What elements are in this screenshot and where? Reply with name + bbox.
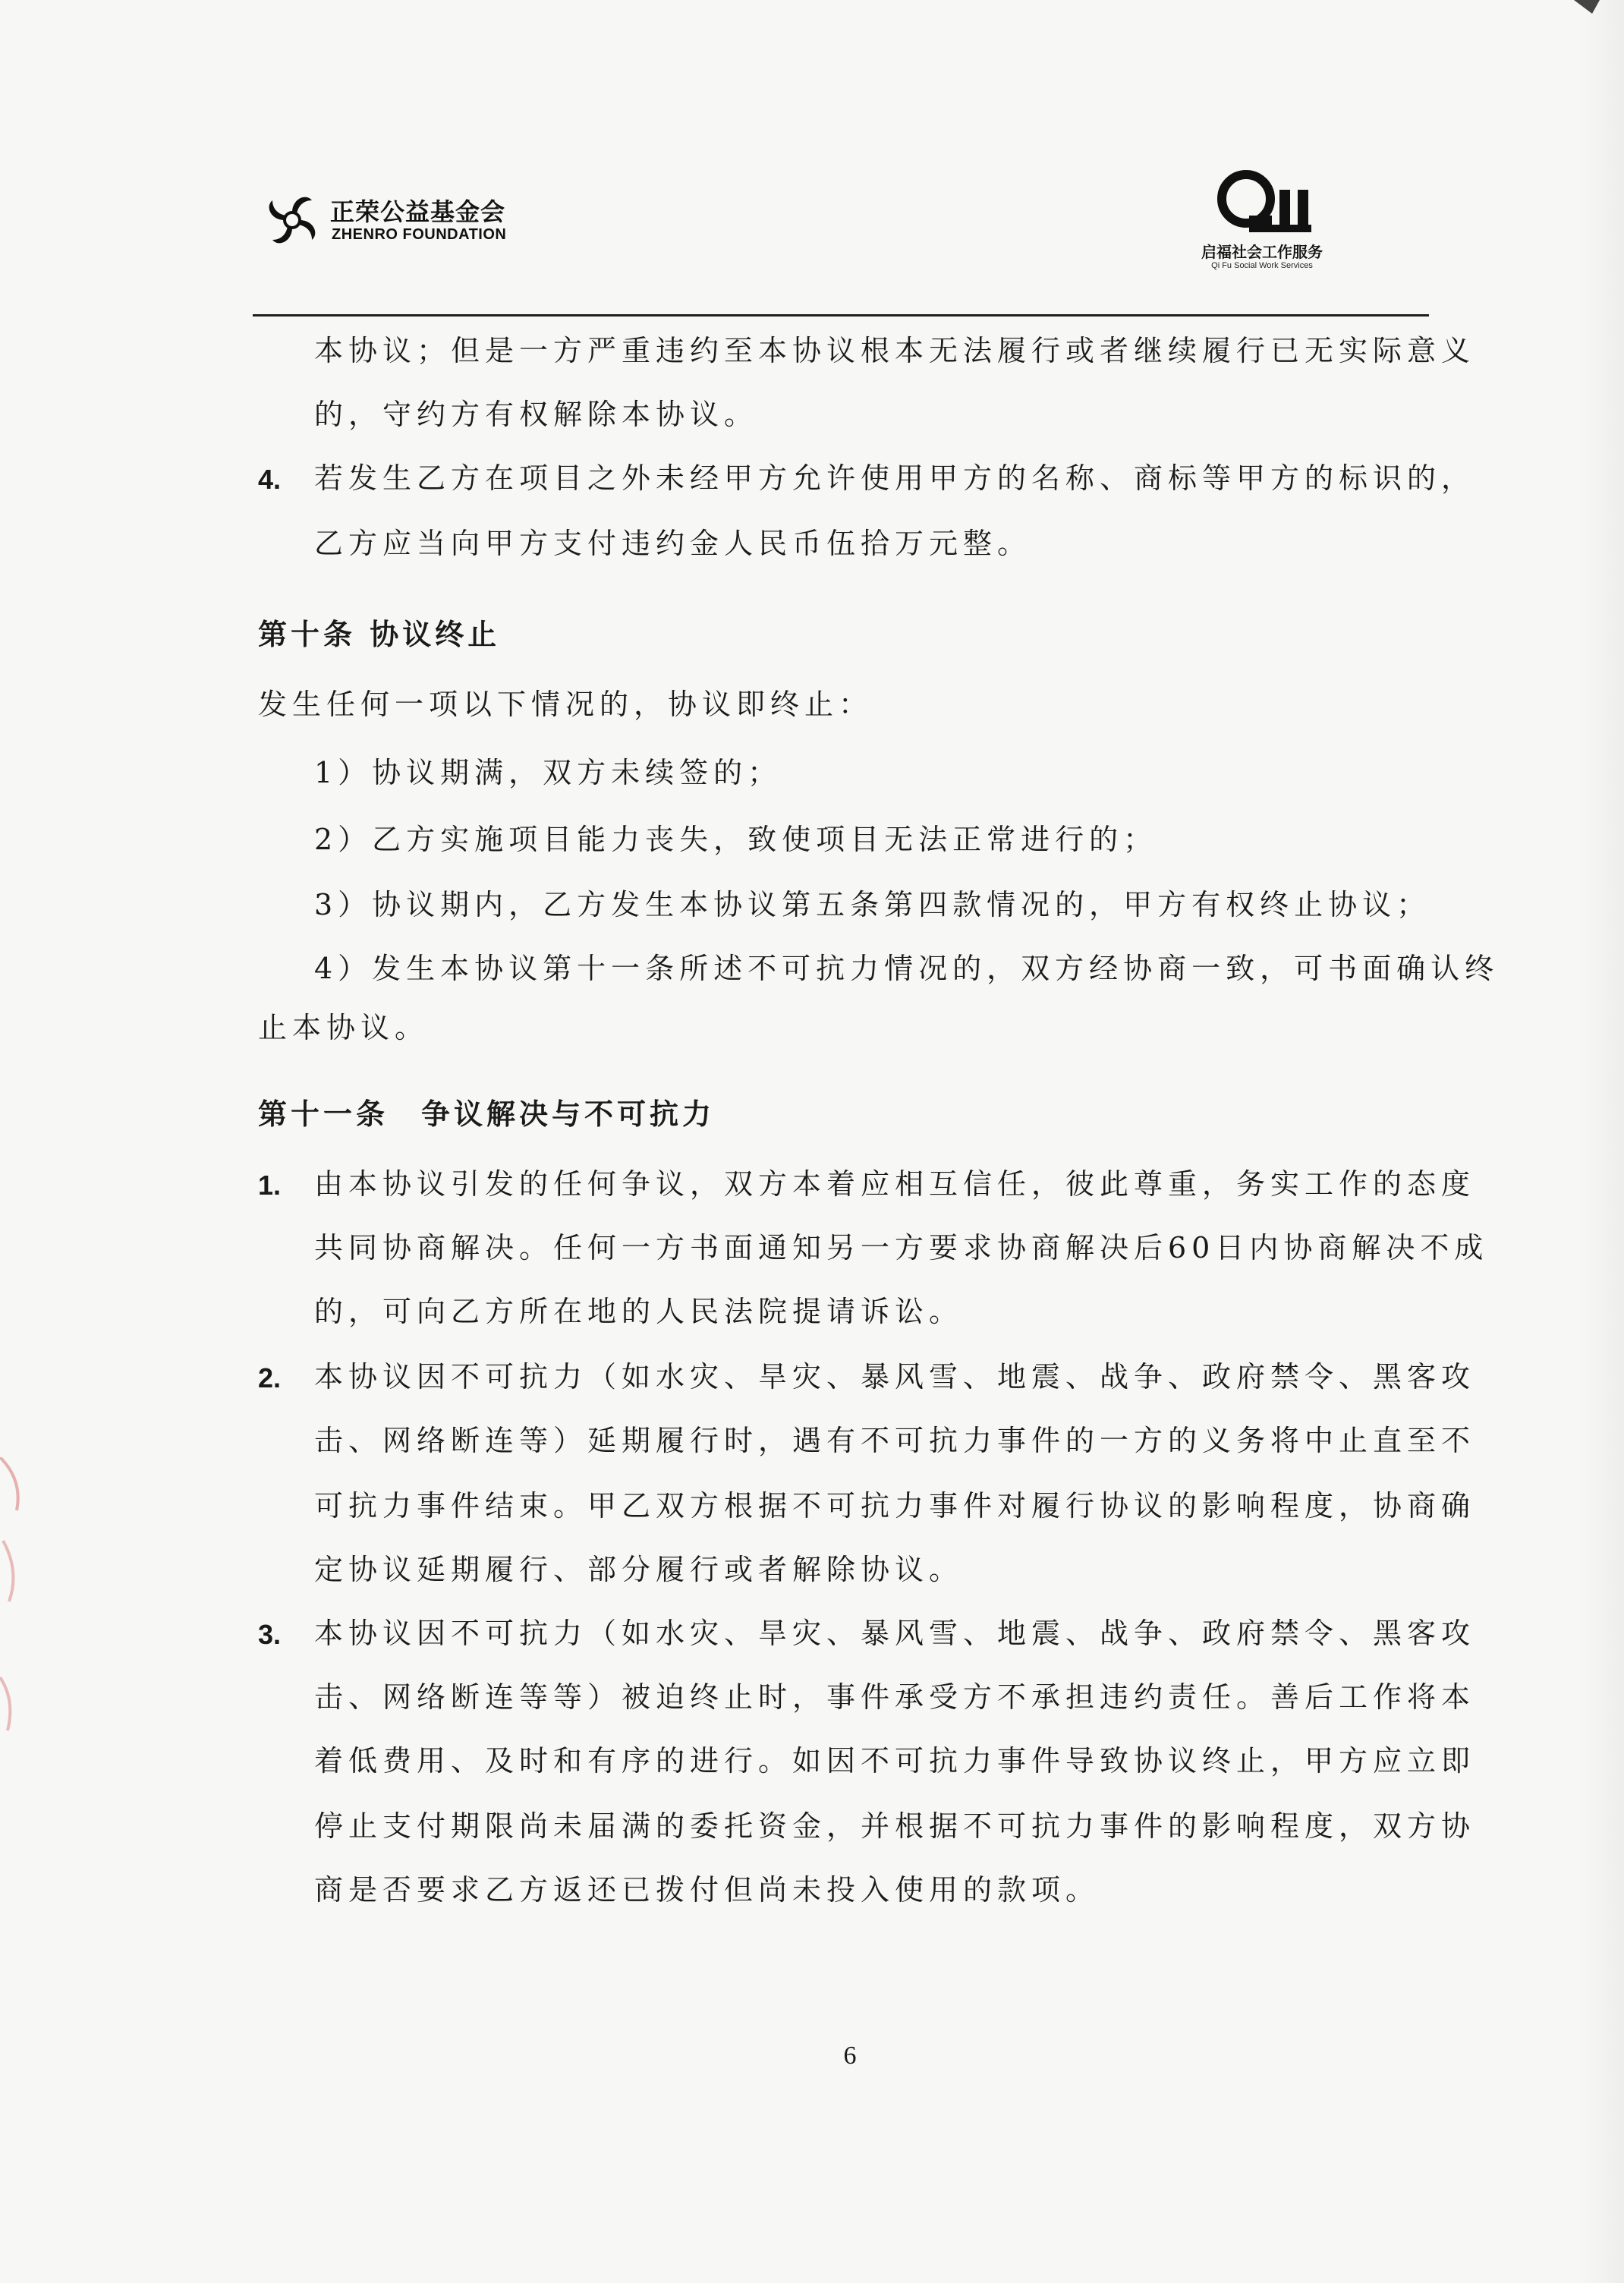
clause11-item3-line3: 着低费用、及时和有序的进行。如因不可抗力事件导致协议终止，甲方应立即 xyxy=(314,1744,1476,1778)
clause11-item2-line4: 定协议延期履行、部分履行或者解除协议。 xyxy=(314,1553,964,1586)
qifu-name-en: Qi Fu Social Work Services xyxy=(1211,261,1313,270)
clause11-item3-number: 3. xyxy=(258,1619,282,1650)
pinwheel-emblem-icon xyxy=(262,190,323,250)
clause10-item3: 3）协议期内，乙方发生本协议第五条第四款情况的，甲方有权终止协议； xyxy=(314,888,1431,921)
clause11-item2-line3: 可抗力事件结束。甲乙双方根据不可抗力事件对履行协议的影响程度，协商确 xyxy=(314,1489,1476,1523)
clause11-item1-line3: 的，可向乙方所在地的人民法院提请诉讼。 xyxy=(314,1295,964,1328)
header-divider xyxy=(253,314,1429,316)
zhenro-foundation-logo xyxy=(262,187,520,263)
qifu-mark-icon xyxy=(1216,168,1314,235)
clause11-item3-line2: 击、网络断连等等）被迫终止时，事件承受方不承担违约责任。善后工作将本 xyxy=(314,1680,1476,1714)
red-seal-fragment-icon xyxy=(0,1457,38,1761)
clause9-item4-line2: 乙方应当向甲方支付违约金人民币伍拾万元整。 xyxy=(314,527,1032,560)
qifu-social-work-logo xyxy=(1182,168,1342,275)
page-number: 6 xyxy=(843,2042,857,2070)
clause9-item4-line1: 若发生乙方在项目之外未经甲方允许使用甲方的名称、商标等甲方的标识的， xyxy=(314,461,1476,495)
page-edge-shadow xyxy=(1578,0,1624,2283)
clause11-item1-line2: 共同协商解决。任何一方书面通知另一方要求协商解决后60日内协商解决不成 xyxy=(314,1231,1489,1264)
clause9-line1: 本协议；但是一方严重违约至本协议根本无法履行或者继续履行已无实际意义 xyxy=(314,334,1476,367)
clause10-item1: 1）协议期满，双方未续签的； xyxy=(314,756,782,789)
clause11-item3-line4: 停止支付期限尚未届满的委托资金，并根据不可抗力事件的影响程度，双方协 xyxy=(314,1809,1476,1843)
corner-fold-icon xyxy=(1569,0,1606,23)
clause9-item4-number: 4. xyxy=(258,464,282,495)
clause10-intro: 发生任何一项以下情况的，协议即终止： xyxy=(258,688,873,721)
clause11-heading: 第十一条 争议解决与不可抗力 xyxy=(258,1097,716,1131)
foundation-name-en: ZHENRO FOUNDATION xyxy=(332,226,507,243)
clause10-item4: 4）发生本协议第十一条所述不可抗力情况的，双方经协商一致，可书面确认终 xyxy=(314,952,1500,985)
clause11-item2-number: 2. xyxy=(258,1362,282,1393)
clause11-item1-line1: 由本协议引发的任何争议，双方本着应相互信任，彼此尊重，务实工作的态度 xyxy=(314,1167,1476,1201)
clause11-item3-line1: 本协议因不可抗力（如水灾、旱灾、暴风雪、地震、战争、政府禁令、黑客攻 xyxy=(314,1617,1476,1650)
qifu-name-cn: 启福社会工作服务 xyxy=(1201,243,1323,261)
clause10-item2: 2）乙方实施项目能力丧失，致使项目无法正常进行的； xyxy=(314,823,1158,856)
clause10-item4-cont: 止本协议。 xyxy=(258,1011,430,1044)
clause11-item2-line2: 击、网络断连等）延期履行时，遇有不可抗力事件的一方的义务将中止直至不 xyxy=(314,1424,1476,1457)
clause11-item2-line1: 本协议因不可抗力（如水灾、旱灾、暴风雪、地震、战争、政府禁令、黑客攻 xyxy=(314,1360,1476,1393)
clause9-line2: 的，守约方有权解除本协议。 xyxy=(314,398,759,431)
clause10-heading: 第十条 协议终止 xyxy=(258,617,501,651)
foundation-name-cn: 正荣公益基金会 xyxy=(330,197,506,226)
clause11-item3-line5: 商是否要求乙方返还已拨付但尚未投入使用的款项。 xyxy=(314,1873,1100,1907)
clause11-item1-number: 1. xyxy=(258,1170,282,1201)
